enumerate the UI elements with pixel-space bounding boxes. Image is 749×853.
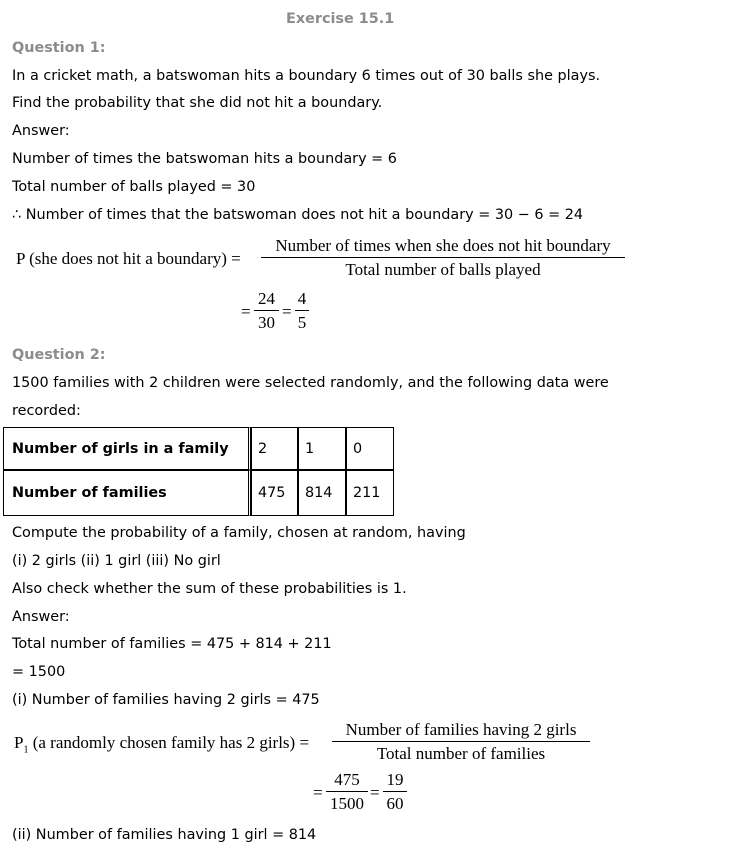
probability-1-fraction-4-5 [295,289,309,333]
answer-2-label: Answer: [12,609,70,625]
probability-1-equals-2: = [282,302,292,321]
question-2-line-3: Compute the probability of a family, chosen at random, having [12,525,466,541]
question-2-line-5: Also check whether the sum of these probabilities is 1. [12,581,407,597]
table-cell: 1 [298,427,346,470]
table-row [3,427,394,470]
answer-2-step-1: Total number of families = 475 + 814 + 211 [12,636,332,652]
question-2-line-4: (i) 2 girls (ii) 1 girl (iii) No girl [12,553,221,569]
probability-2-lhs [14,733,309,760]
fraction-denominator: 1500 [330,794,364,813]
answer-1-step-1: Number of times the batswoman hits a boundary = 6 [12,151,397,167]
question-2-line-1: 1500 families with 2 children were selected randomly, and the following data were [12,375,609,391]
probability-2-fraction [332,720,590,764]
question-2-heading: Question 2: [12,347,106,363]
table-row [3,470,394,516]
p-symbol: P [14,733,24,752]
fraction-denominator: 60 [386,794,404,813]
probability-1-fraction [261,236,625,280]
table-cell: 0 [346,427,394,470]
answer-2-step-4: (ii) Number of families having 1 girl = 814 [12,827,317,843]
probability-2-denominator: Total number of families [376,744,546,763]
exercise-title: Exercise 15.1 [286,11,395,27]
families-data-table [3,427,394,516]
answer-2-step-3: (i) Number of families having 2 girls = 475 [12,692,320,708]
probability-1-fraction-24-30 [254,289,279,333]
probability-2-fraction-475-1500 [326,770,368,814]
question-2-line-2: recorded: [12,403,81,419]
answer-1-step-3: ∴ Number of times that the batswoman does not hit a boundary = 30 − 6 = 24 [12,207,584,223]
probability-2-numerator: Number of families having 2 girls [332,720,590,742]
probability-1-equals-1: = [241,302,251,321]
question-1-line-2: Find the probability that she did not hit a boundary. [12,95,383,111]
fraction-denominator: 5 [297,313,307,332]
table-cell: 475 [251,470,298,516]
fraction-numerator: 24 [254,289,279,311]
fraction-numerator: 475 [326,770,368,792]
probability-1-denominator: Total number of balls played [345,260,541,279]
p-condition: (a randomly chosen family has 2 girls) = [28,733,310,752]
table-row-header: Number of families [3,470,251,516]
fraction-numerator: 4 [295,289,309,311]
answer-1-step-2: Total number of balls played = 30 [12,179,256,195]
probability-2-equals-2: = [370,783,380,802]
answer-2-step-2: = 1500 [12,664,66,680]
question-1-line-1: In a cricket math, a batswoman hits a boundary 6 times out of 30 balls she plays. [12,68,601,84]
table-cell: 814 [298,470,346,516]
fraction-denominator: 30 [258,313,275,332]
probability-1-numerator: Number of times when she does not hit boundary [261,236,625,258]
fraction-numerator: 19 [383,770,407,792]
table-cell: 211 [346,470,394,516]
table-cell: 2 [251,427,298,470]
p-subscript: 1 [23,744,29,756]
answer-1-label: Answer: [12,123,70,139]
question-1-heading: Question 1: [12,40,106,56]
probability-2-equals-1: = [313,783,323,802]
table-row-header: Number of girls in a family [3,427,251,470]
probability-2-fraction-19-60 [383,770,407,814]
probability-1-lhs: P (she does not hit a boundary) = [16,249,241,268]
